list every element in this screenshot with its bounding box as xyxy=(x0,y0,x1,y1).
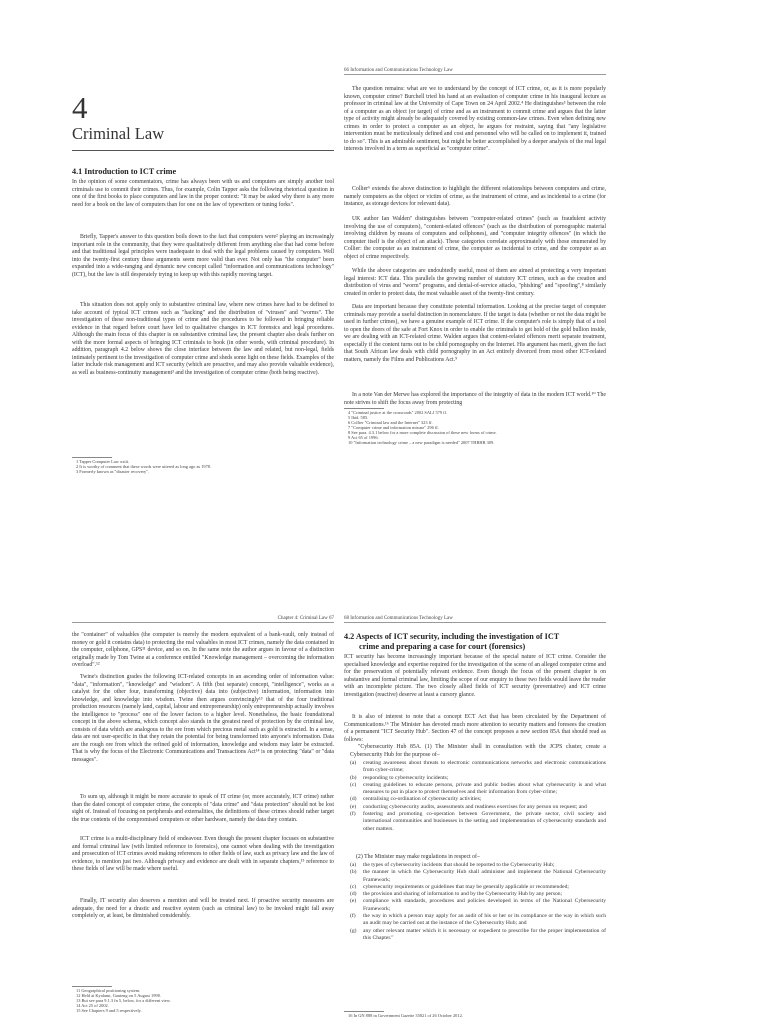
paragraph: Twine's distinction grades the following ICT-related concepts in an ascending order of information value: "data", "information", "knowledge" and "wisdom". A fifth (but separate) concept, "intelligence", works as a catalyst for the other four, transforming (objective) data into (subjective) information, information into knowledge, and knowledge into wisdom. Twine then argues convincingly¹³ that of the four traditional production resources (namely land, capital, labour and entrepreneurship) only entrepreneurship actually involves the intelligence to "process" one of the lower factors to a higher level. Nonetheless, the basic foundational concept in the above schema, which concept also stands in the greatest need of protection by the criminal law, consists of data which are analogous to the ore from which precious metal such as gold is extracted. In a sense, data are not user-specific in that they retain the potential for being transformed into anyone's information. Data are the rough ore from which the refined gold of information, knowledge and wisdom may later be extracted. That is why the focus of the Electronic Communications and Transactions Act¹⁴ is on protecting "data" or "data messages". xyxy=(72,674,334,764)
book-page-66 xyxy=(334,58,656,470)
provision-text: the way in which a person may apply for an audit of his or her or its compliance or the way in which such an audit may be carried out at the instance of the Cybersecurity Hub; and xyxy=(363,913,606,927)
book-page-65 xyxy=(52,58,368,474)
provision-text: the provision and sharing of information to and by the Cybersecurity Hub by any person; xyxy=(363,891,563,898)
book-page-68 xyxy=(334,606,656,1024)
running-head: 66 Information and Communications Technology Law xyxy=(344,68,606,75)
paragraph: ICT security has become increasingly important because of the special nature of ICT crime. Consider the specialised knowledge and expertise required for the investigation of the scene of an alleged computer crime and for the preservation of potentially relevant evidence. Even though the focus of the present chapter is on substantive and formal criminal law, limiting the scope of our enquiry to these two fields would leave the reader with an incomplete picture. The two closely allied fields of ICT security (preventative) and ICT crime investigation (reactive) deserve at least a cursory glance. xyxy=(344,654,606,698)
provision-marker: (c) xyxy=(350,883,357,890)
paragraph: To sum up, although it might be more accurate to speak of IT crime (or, more accurately, ICT crime) rather than the dated concept of computer crime, the concepts of "data crime" and "data protection" should not be lost sight of. Instead of focusing on peripherals and externalities, the definitions of these crimes should rather target the true contents of the compromised computers or other hardware, namely the data they contain. xyxy=(72,794,334,823)
footnote: 9 Act 65 of 1996. xyxy=(348,435,379,440)
footnote: 3 Formerly known as "disaster recovery". xyxy=(76,469,150,474)
footnote: 14 Act 25 of 2002. xyxy=(76,1003,109,1008)
provision-item xyxy=(350,760,606,775)
paragraph: ICT crime is a multi-disciplinary field of endeavour. Even though the present chapter focuses on substantive and formal criminal law (with limited reference to forensics), one cannot when dealing with the investigation and prosecution of ICT crimes avoid making references to other fields of law, such as privacy law and the law of evidence, to mention just two. Although privacy and evidence are dealt with in separate chapters,¹⁵ reference to these fields of law will be made where useful. xyxy=(72,836,334,873)
footnote: 11 Geographical positioning system. xyxy=(76,988,141,993)
book-page-67 xyxy=(52,606,368,1024)
provision-item xyxy=(350,913,606,928)
chapter-number: 4 xyxy=(72,90,88,125)
provision-text: responding to cybersecurity incidents; xyxy=(363,774,449,781)
subsection-heading: (2) The Minister may make regulations in respect of– xyxy=(356,854,480,860)
paragraph: While the above categories are undoubtedly useful, most of them are aimed at protecting a very important legal interest: ICT data. This parallels the growing number of statutory ICT crimes, such as the creation and distribution of virus and "worm" programs, and denial-of-service attacks, "phishing" and "spoofing",⁸ similarly created in order to protect data, the most valuable asset of the twenty-first century. xyxy=(344,268,606,297)
footnote: 13 But see para 9.1.3 fn 5, below, for a different view. xyxy=(76,998,171,1003)
provision-item xyxy=(350,782,606,797)
provision-text: the types of cybersecurity incidents that should be reported to the Cybersecurity Hub; xyxy=(363,862,555,868)
provision-item xyxy=(350,796,606,803)
provision-item xyxy=(350,869,606,884)
paragraph: In the opinion of some commentators, crime has always been with us and computers are simply another tool criminals use to commit their crimes. Thus, for example, Colin Tapper asks the following rhetorical question in one of the first books to place computers and law in the proper context: "It may be asked why there is any more need for a book on the law of computers than for one on the law of typewriters or tuning forks". xyxy=(72,179,334,208)
provision-marker: (c) xyxy=(350,781,357,788)
paragraph: Finally, IT security also deserves a mention and will be treated next. If proactive security measures are adequate, the need for a drastic and reactive system (such as criminal law) to be invoked might fall away completely or, at least, be diminished considerably. xyxy=(72,898,334,920)
provision-marker: (b) xyxy=(350,869,357,876)
footnote: 4 "Criminal justice at the crossroads" 2002 SALJ 579 ff. xyxy=(348,410,448,415)
paragraph: Data are important because they constitute potential information. Looking at the precise target of computer criminals may provide a useful distinction in nomenclature. If the target is data (whether or not the data might be used in further crimes), we have a genuine example of ICT crime. If the computer's role is simply that of a tool to open the doors of the safe at Fort Knox in order to enable the criminals to get hold of the gold bullion inside, we are dealing with an ICT-related crime. Walden argues that content-related offences merit separate treatment, especially if the content turns out to be child pornography on the Internet. His argument has merit, given the fact that South African law deals with child pornography in an Act entirely divorced from most other ICT-related matters, namely the Films and Publications Act.⁹ xyxy=(344,304,606,363)
paragraph: This situation does not apply only to substantive criminal law, where new crimes have had to be defined to take account of typical ICT crimes such as "hacking" and the distribution of "viruses" and "worms". The investigation of these non-traditional types of crime and the procedures to be followed in bringing reliable evidence in that regard before court have led to qualitative changes in ICT forensics and legal procedures. Although the main focus of this chapter is on substantive criminal law, the present chapter also deals further on with the more formal aspects of bringing ICT criminals to book (in other words, with criminal procedure). In addition, paragraph 4.2 below shows the close interface between the law and related, but non-legal, fields intimately pertinent to the investigation of computer crime and sheds some light on these fields. Examples of the latter include risk management and ICT security (which are proactive, and may also provide valuable evidence), as well as business-continuity management³ and the investigation of computer crime (both being reactive). xyxy=(72,302,334,376)
footnote: 10 "Information technology crime – a new paradigm is needed" 2007 THRHR 309. xyxy=(348,440,495,445)
provision-marker: (a) xyxy=(350,862,357,868)
provision-text: creating awareness about threats to electronic communications networks and electronic communications from cyber-crime; xyxy=(363,760,606,774)
provision-marker: (f) xyxy=(350,913,356,920)
footnote: 1 Tapper Computer Law xxiii. xyxy=(76,459,130,464)
provision-item xyxy=(350,862,606,869)
provision-marker: (e) xyxy=(350,803,357,810)
provision-text: the manner in which the Cybersecurity Hub shall administer and implement the National Cybersecurity Framework; xyxy=(363,869,606,883)
section-heading xyxy=(344,632,606,651)
chapter-title: Criminal Law xyxy=(72,124,165,143)
footnote: 7 "Computer crime and information misuse" 296 ff. xyxy=(348,425,439,430)
provision-item xyxy=(350,928,606,943)
provision-marker: (f) xyxy=(350,811,356,818)
provision-marker: (e) xyxy=(350,898,357,905)
provision-marker: (a) xyxy=(350,760,357,766)
quote-intro: "Cybersecurity Hub 85A. (1) The Minister shall in consultation with the JCPS cluster, create a Cybersecurity Hub for the purpose of– xyxy=(350,744,606,758)
provision-text: compliance with standards, procedures and policies developed in terms of the National Cybersecurity Framework; xyxy=(363,898,606,912)
section-heading-line: crime and preparing a case for court (forensics) xyxy=(359,641,526,651)
paragraph: Collier⁶ extends the above distinction to highlight the different relationships between computers and crime, namely computers as the object or victim of crime, as the instrument of crime, and as incidental to a crime (for instance, as storage devices for relevant data). xyxy=(344,186,606,208)
provision-list xyxy=(350,862,606,942)
provision-text: centralising co-ordination of cybersecurity activities; xyxy=(363,796,482,803)
section-heading: 4.1 Introduction to ICT crime xyxy=(72,167,177,176)
provision-list xyxy=(350,760,606,833)
paragraph: the "container" of valuables (the computer is merely the modern equivalent of a bank-vault, only instead of money or gold it contains data) to protecting the real valuables in most ICT crimes, namely the data contained in the computer, cellphone, GPS¹¹ device, and so on. In the same note the author argues in favour of a distinction originally made by Tom Twine at a conference entitled "Knowledge management – overcoming the information overload".¹² xyxy=(72,632,334,669)
footnote: 16 In GN 888 in Government Gazette 35821 of 26 October 2012. xyxy=(348,1013,463,1018)
provision-item xyxy=(350,811,606,833)
chapter-title-rule xyxy=(72,150,334,151)
provision-item xyxy=(350,804,606,811)
provision-item xyxy=(350,775,606,782)
footnote-rule xyxy=(72,986,112,987)
footnote: 12 Held at Kyalami, Gauteng on 5 August 1998. xyxy=(76,993,161,998)
provision-marker: (g) xyxy=(350,927,357,934)
footnote: 15 See Chapters 9 and 5 respectively. xyxy=(76,1008,142,1013)
provision-text: fostering and promoting co-operation between Government, the private sector, civil society and international communities and businesses in the setting and implementation of cybersecurity standards and other matters. xyxy=(363,811,606,832)
footnote: 5 Ibid. 585. xyxy=(348,415,369,420)
footnote: 2 It is worthy of comment that these words were uttered as long ago as 1978. xyxy=(76,464,212,469)
paragraph: It is also of interest to note that a concept ECT Act that has been circulated by the Department of Communications.¹⁶ The Minister has devoted much more attention to security matters and foresees the creation of a permanent "ICT Security Hub". Section 47 of the concept proposes a new section 85A that should read as follows: xyxy=(344,714,606,743)
provision-text: conducting cybersecurity audits, assessments and readiness exercises for any person on request; and xyxy=(363,803,587,810)
provision-text: creating guidelines to educate persons, private and public bodies about what cybersecurity is and what measures to put in place to protect themselves and their information from cyber-crime; xyxy=(363,781,606,796)
section-heading-line: 4.2 Aspects of ICT security, including the investigation of ICT xyxy=(344,632,560,641)
paragraph: UK author Ian Walden⁷ distinguishes between "computer-related crimes" (such as fraudulent activity involving the use of computers), "content-related offences" (such as the distribution of pornographic material involving children by means of computers and cellphones), and "computer integrity offences" (in which the computer itself is the object of an attack). These categories correlate approximately with those enumerated by Collier: the computer as an instrument of crime, the computer as incidental to crime, and the computer as an object of crime respectively. xyxy=(344,216,606,260)
footnote-rule xyxy=(344,1011,384,1012)
running-head: 68 Information and Communications Technology Law xyxy=(344,616,606,623)
paragraph: Briefly, Tapper's answer to this question boils down to the fact that computers were² playing an increasingly important role in the community, that they were qualitatively different from anything else that had come before and that traditional legal principles were inadequate to deal with the legal problems caused by computers. Well into the twenty-first century these arguments seem more valid than ever. Not only has "the computer" been expanded into a wide-ranging and dynamic new concept called "information and communications technology" (ICT), but the law is still desperately trying to keep up with this rapidly moving target. xyxy=(72,234,334,278)
footnote-rule xyxy=(344,408,384,409)
provision-marker: (b) xyxy=(350,774,357,781)
paragraph: In a note Van der Merwe has explored the importance of the integrity of data in the modern ICT world.¹⁰ The note strives to shift the focus away from protecting xyxy=(344,392,606,406)
paragraph: The question remains: what are we to understand by the concept of ICT crime, or, as it is more popularly known, computer crime? Burchell tried his hand at an evaluation of computer crime in his inaugural lecture as professor in criminal law at the University of Cape Town on 24 April 2002.⁴ He distinguishes⁵ between the role of a computer as an object (or target) of crime and as an instrument to commit crime and argues that the latter type of activity might already be adequately covered by existing common-law crimes. Even when defining new crimes in order to protect a computer as an object, he argues for restraint, saying that "any legislative intervention must be meticulously defined and cost and personnel who will be called on to implement it, trained to do so". This is an admirable sentiment, but might be better accomplished by a deeper analysis of the real legal interests involved in a term as superficial as "computer crime". xyxy=(344,86,606,153)
footnote: 6 Collier "Criminal law and the Internet" 323 ff. xyxy=(348,420,433,425)
running-head: Chapter 4: Criminal Law 67 xyxy=(72,616,334,623)
provision-text: cybersecurity requirements or guidelines that may be generally applicable or recommended; xyxy=(363,883,569,890)
provision-marker: (d) xyxy=(350,796,357,803)
provision-marker: (d) xyxy=(350,891,357,898)
footnote-rule xyxy=(72,457,112,458)
footnote: 8 See para. 4.3.1 below for a more complete discussion of these new forms of crime. xyxy=(348,430,497,435)
provision-item xyxy=(350,898,606,913)
provision-text: any other relevant matter which it is necessary or expedient to prescribe for the proper implementation of this Chapter." xyxy=(363,927,606,941)
